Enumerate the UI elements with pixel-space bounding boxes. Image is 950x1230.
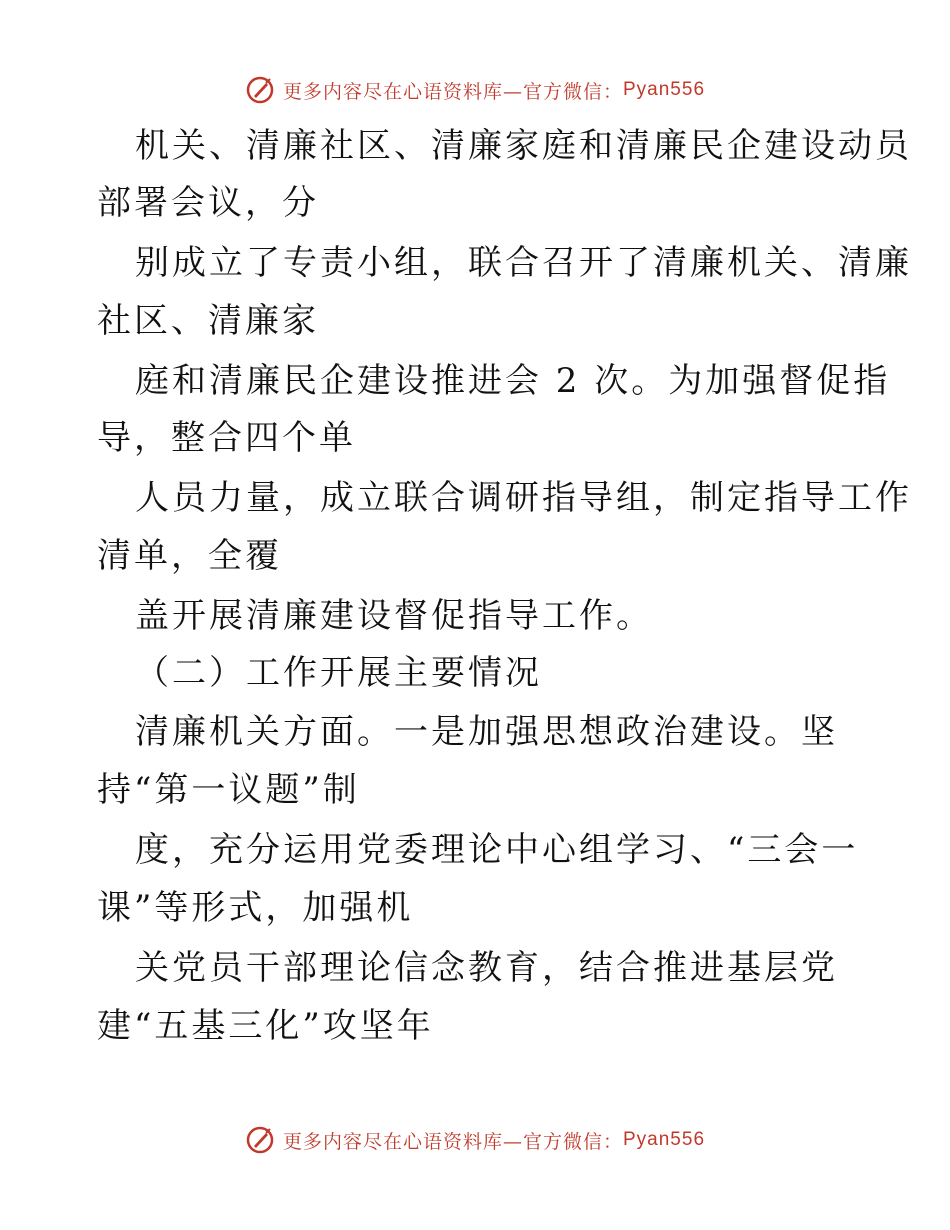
text-line: 关党员干部理论信念教育，结合推进基层党 (135, 948, 838, 988)
text-line: 机关、清廉社区、清廉家庭和清廉民企建设动员 (135, 126, 912, 166)
quill-logo-icon (245, 1125, 275, 1155)
section-heading: （二）工作开展主要情况 (135, 653, 542, 693)
text-line: 导，整合四个单 (97, 418, 356, 458)
watermark-text: 更多内容尽在心语资料库—官方微信： (282, 1130, 623, 1153)
text-line: 盖开展清廉建设督促指导工作。 (135, 596, 653, 636)
text-line: 别成立了专责小组，联合召开了清廉机关、清廉 (135, 243, 912, 283)
quill-logo-icon (245, 75, 275, 105)
text-line: 清单，全覆 (97, 536, 282, 576)
text-line: 部署会议，分 (97, 183, 319, 223)
watermark-handle: Pyan556 (623, 79, 706, 100)
text-line: 持“第一议题”制 (97, 770, 360, 810)
watermark-handle: Pyan556 (623, 1129, 706, 1150)
watermark-footer (0, 1122, 950, 1158)
watermark-text: 更多内容尽在心语资料库—官方微信： (282, 80, 623, 103)
text-line: 度，充分运用党委理论中心组学习、“三会一 (135, 830, 859, 870)
watermark-header (0, 72, 950, 108)
text-line: 庭和清廉民企建设推进会 2 次。为加强督促指 (135, 361, 891, 401)
text-line: 课”等形式，加强机 (97, 888, 414, 928)
text-line: 清廉机关方面。一是加强思想政治建设。坚 (135, 712, 838, 752)
text-line: 人员力量，成立联合调研指导组，制定指导工作 (135, 478, 912, 518)
text-line: 社区、清廉家 (97, 301, 319, 341)
text-line: 建“五基三化”攻坚年 (97, 1006, 434, 1046)
